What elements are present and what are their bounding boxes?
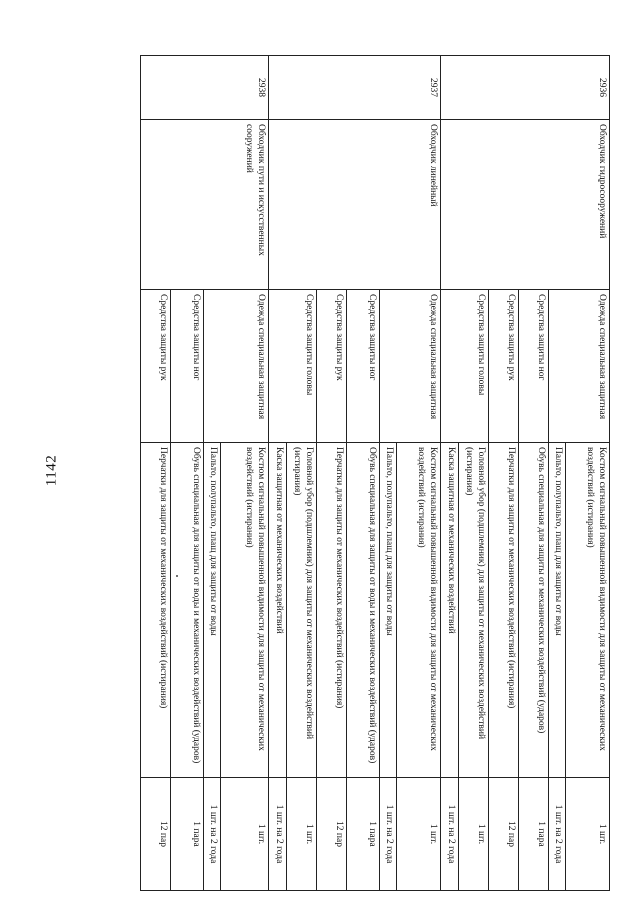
quantity-cell: 12 пар [489, 778, 519, 891]
page-number: 1142 [43, 454, 60, 487]
ppe-item-cell: Обувь специальная для защиты от механических воздействий (ударов) [519, 443, 549, 778]
item-number-cell: 2936 [441, 56, 610, 120]
quantity-cell: 1 шт. [397, 778, 441, 891]
table-body [141, 56, 610, 891]
category-cell: Одежда специальная защитная [380, 290, 441, 443]
table-row [397, 56, 441, 891]
item-number-cell: 2937 [269, 56, 441, 120]
ppe-item-cell: Перчатки для защиты от механических воздействий (истирания) [141, 443, 171, 778]
category-cell: Средства защиты ног [171, 290, 204, 443]
category-cell: Средства защиты ног [347, 290, 380, 443]
ppe-item-cell: Обувь специальная для защиты от воды и механических воздействий (ударов) [171, 443, 204, 778]
ppe-item-cell: Каска защитная от механических воздействий [441, 443, 459, 778]
quantity-cell: 12 пар [317, 778, 347, 891]
ppe-item-cell: Обувь специальная для защиты от воды и механических воздействий (ударов) [347, 443, 380, 778]
ppe-norms-table [140, 55, 610, 891]
ppe-item-cell: Костюм сигнальный повышенной видимости для защиты от механических воздействий (истирания) [397, 443, 441, 778]
ppe-item-cell: Пальто, полупальто, плащ для защиты от воды [380, 443, 397, 778]
category-cell: Средства защиты рук [489, 290, 519, 443]
item-number-cell: 2938 [141, 56, 269, 120]
table-row [221, 56, 269, 891]
quantity-cell: 1 шт. [287, 778, 317, 891]
quantity-cell: 1 пара [171, 778, 204, 891]
ppe-table-container [63, 55, 610, 890]
ppe-item-cell: Костюм сигнальный повышенной видимости для защиты от механических воздействий (истирания) [566, 443, 610, 778]
quantity-cell: 1 пара [519, 778, 549, 891]
category-cell: Средства защиты головы [269, 290, 317, 443]
ppe-item-cell: Пальто, полупальто, плащ для защиты от воды [204, 443, 221, 778]
profession-cell: Обходчик пути и искусственных сооружений [141, 120, 269, 290]
ppe-item-cell: Головной убор (подшлемник) для защиты от механических воздействий (истирания) [287, 443, 317, 778]
category-cell: Одежда специальная защитная [204, 290, 269, 443]
ppe-item-cell: Перчатки для защиты от механических воздействий (истирания) [489, 443, 519, 778]
ppe-item-cell: Перчатки для защиты от механических воздействий (истирания) [317, 443, 347, 778]
quantity-cell: 12 пар [141, 778, 171, 891]
ppe-item-cell: Головной убор (подшлемник) для защиты от механических воздействий (истирания) [459, 443, 489, 778]
ppe-item-cell: Костюм сигнальный повышенной видимости для защиты от механических воздействий (истирания) [221, 443, 269, 778]
category-cell: Средства защиты рук [141, 290, 171, 443]
category-cell: Средства защиты ног [519, 290, 549, 443]
category-cell: Средства защиты рук [317, 290, 347, 443]
profession-cell: Обходчик линейный [269, 120, 441, 290]
quantity-cell: 1 шт. на 2 года [269, 778, 287, 891]
quantity-cell: 1 шт. [459, 778, 489, 891]
quantity-cell: 1 шт. на 2 года [441, 778, 459, 891]
quantity-cell: 1 шт. [221, 778, 269, 891]
ppe-item-cell: Пальто, полупальто, плащ для защиты от воды [549, 443, 566, 778]
profession-cell: Обходчик гидросооружений [441, 120, 610, 290]
quantity-cell: 1 шт. на 2 года [549, 778, 566, 891]
ppe-item-cell: Каска защитная от механических воздействий [269, 443, 287, 778]
category-cell: Одежда специальная защитная [549, 290, 610, 443]
table-row [566, 56, 610, 891]
quantity-cell: 1 шт. на 2 года [204, 778, 221, 891]
category-cell: Средства защиты головы [441, 290, 489, 443]
quantity-cell: 1 шт. [566, 778, 610, 891]
quantity-cell: 1 пара [347, 778, 380, 891]
quantity-cell: 1 шт. на 2 года [380, 778, 397, 891]
